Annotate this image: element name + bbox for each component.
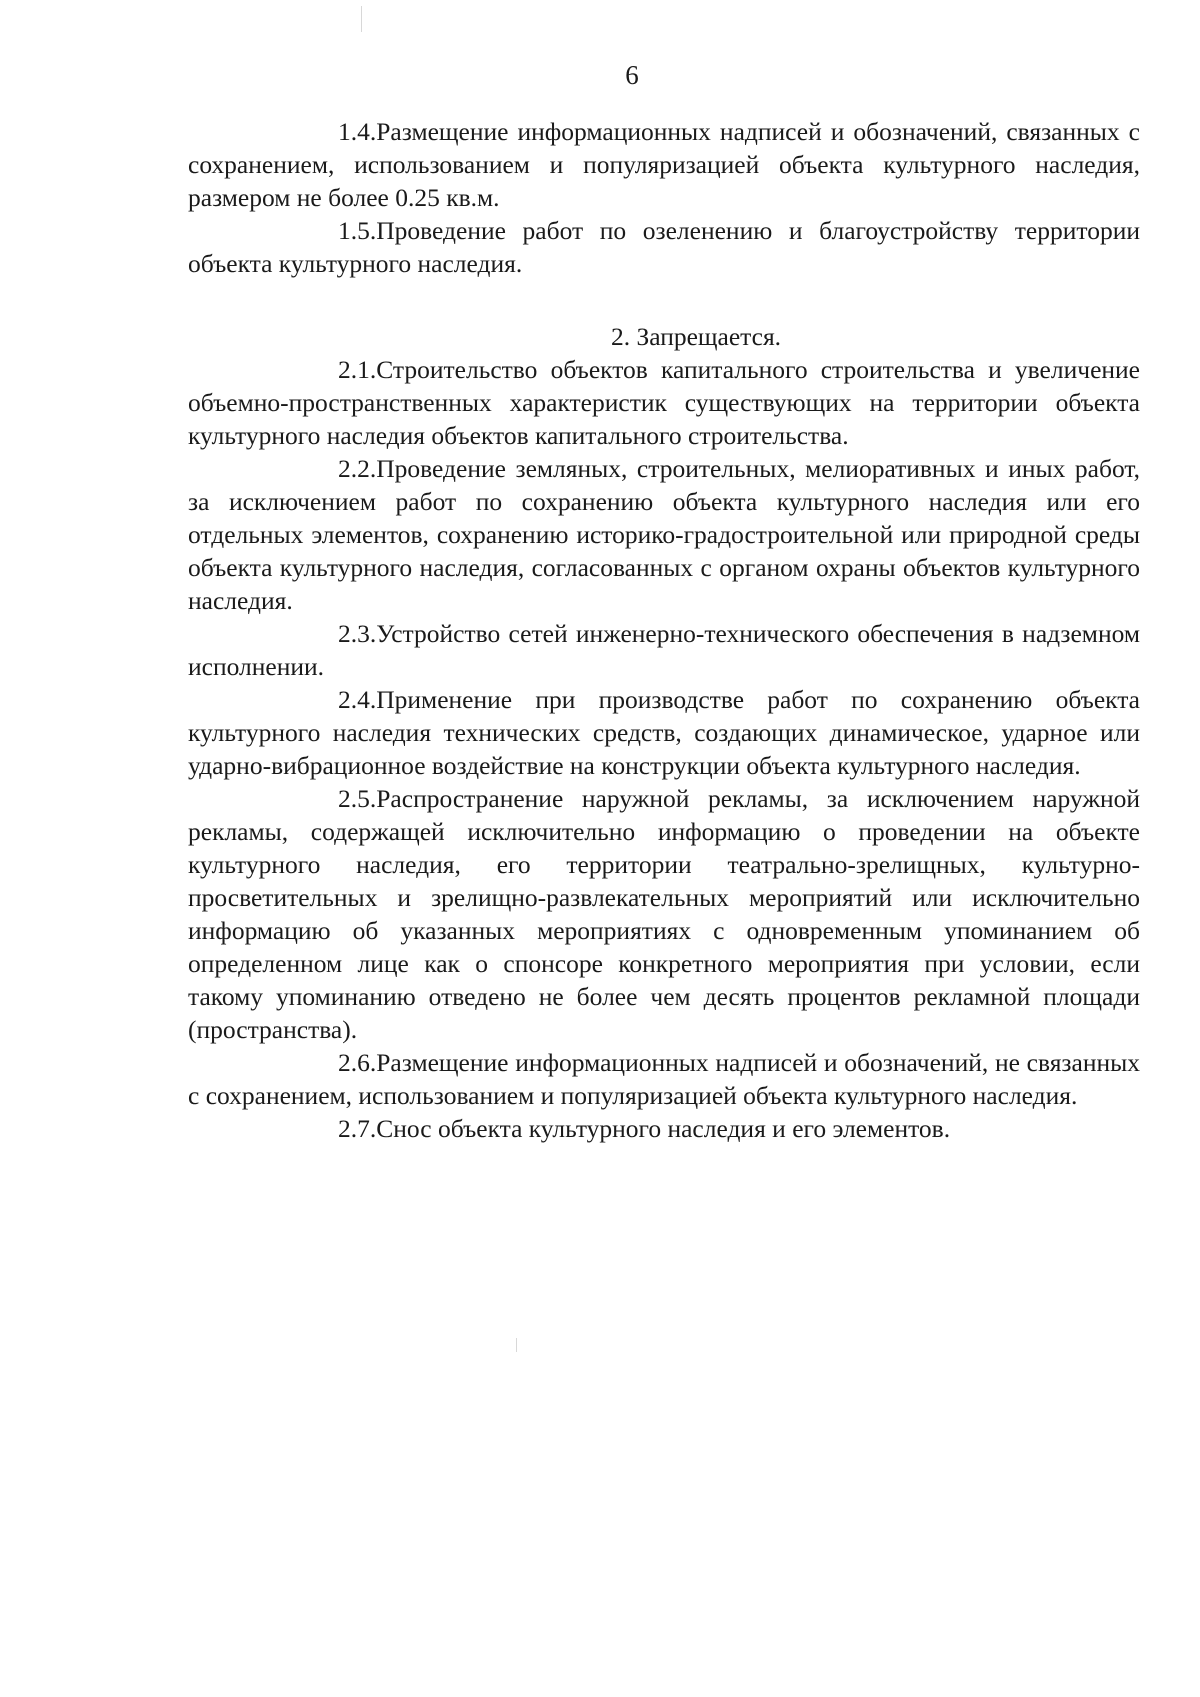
- paragraph-number: 1.5.: [338, 216, 377, 245]
- paragraph-2-3: [188, 617, 1140, 683]
- scan-artifact-top: [361, 6, 362, 32]
- paragraph-text: Проведение земляных, строительных, мелиоративных и иных работ, за исключением работ по сохранению объекта культурного наследия или его отдельных элементов, сохранению историко-градостроительной или природной среды объекта культурного наследия, согласованных с органом охраны объектов культурного наследия.: [188, 454, 1140, 615]
- paragraph-text: Размещение информационных надписей и обозначений, не связанных с сохранением, использованием и популяризацией объекта культурного наследия.: [188, 1048, 1140, 1110]
- paragraph-text: Устройство сетей инженерно-технического обеспечения в надземном исполнении.: [188, 619, 1140, 681]
- paragraph-text: Снос объекта культурного наследия и его элементов.: [376, 1114, 951, 1143]
- scan-artifact-bottom: [516, 1338, 517, 1352]
- paragraph-text: Проведение работ по озеленению и благоустройству территории объекта культурного наследия.: [188, 216, 1140, 278]
- paragraph-text: Размещение информационных надписей и обозначений, связанных с сохранением, использованием и популяризацией объекта культурного наследия, размером не более 0.25 кв.м.: [188, 117, 1140, 212]
- section-heading: 2. Запрещается.: [610, 322, 782, 351]
- paragraph-number: 2.3.: [338, 619, 377, 648]
- paragraph-number: 2.2.: [338, 454, 377, 483]
- paragraph-number: 2.5.: [338, 784, 377, 813]
- paragraph-number: 2.4.: [338, 685, 377, 714]
- paragraph-2-6: [188, 1046, 1140, 1112]
- paragraph-number: 2.1.: [338, 355, 377, 384]
- paragraph-2-7: [188, 1112, 1140, 1145]
- paragraph-2-5: [188, 782, 1140, 1046]
- paragraph-2-2: [188, 452, 1140, 617]
- paragraph-1-5: [188, 214, 1140, 280]
- paragraph-number: 1.4.: [338, 117, 377, 146]
- paragraph-number: 2.7.: [338, 1114, 377, 1143]
- paragraph-number: 2.6.: [338, 1048, 377, 1077]
- paragraph-2-1: [188, 353, 1140, 452]
- paragraph-2-4: [188, 683, 1140, 782]
- paragraph-text: Применение при производстве работ по сохранению объекта культурного наследия технических средств, создающих динамическое, ударное или ударно-вибрационное воздействие на конструкции объекта культурного наследия.: [188, 685, 1140, 780]
- paragraph-text: Распространение наружной рекламы, за исключением наружной рекламы, содержащей исключительно информацию о проведении на объекте культурного наследия, его территории театрально-зрелищных, культурно-просветительных и зрелищно-развлекательных мероприятий или исключительно информацию об указанных мероприятиях с одновременным упоминанием об определенном лице как о спонсоре конкретного мероприятия при условии, если такому упоминанию отведено не более чем десять процентов рекламной площади (пространства).: [188, 784, 1140, 1044]
- paragraph-text: Строительство объектов капитального строительства и увеличение объемно-пространственных характеристик существующих на территории объекта культурного наследия объектов капитального строительства.: [188, 355, 1140, 450]
- document-body: [188, 115, 1140, 1145]
- paragraph-1-4: [188, 115, 1140, 214]
- page-number: 6: [625, 60, 639, 90]
